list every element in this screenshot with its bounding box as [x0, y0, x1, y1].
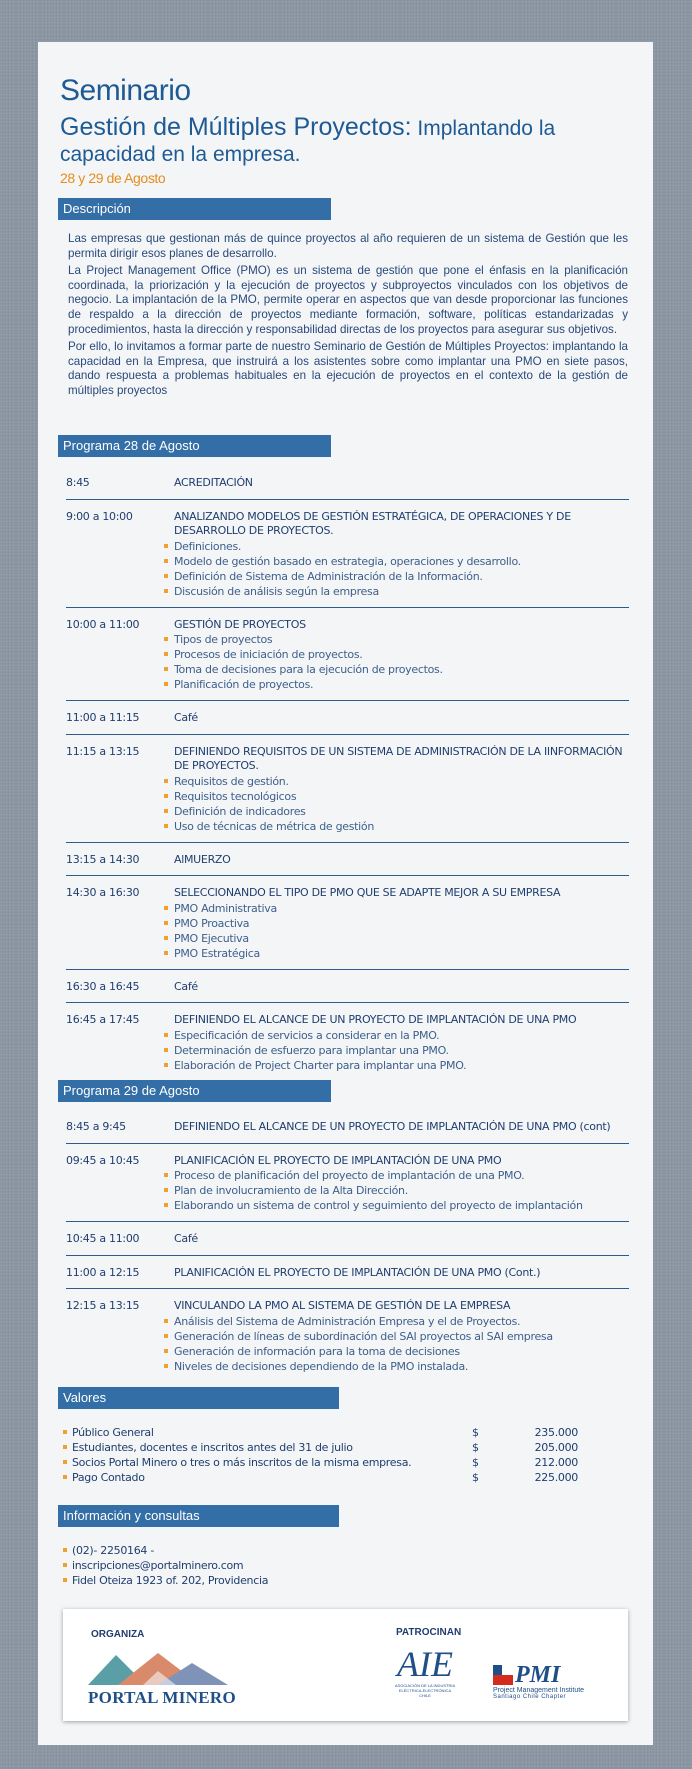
description-heading: Descripción: [58, 198, 331, 220]
session-time: 12:15 a 13:15: [66, 1299, 140, 1312]
schedule-row: [66, 1110, 629, 1144]
price-row: [72, 1455, 592, 1470]
pmi-caption: Project Management Institute: [493, 1687, 585, 1694]
session-title: Café: [174, 1232, 198, 1245]
session-title: DEFINIENDO EL ALCANCE DE UN PROYECTO DE IMPLANTACIÓN DE UNA PMO: [174, 1013, 577, 1026]
session-item: Toma de decisiones para la ejecución de proyectos.: [174, 662, 629, 677]
day1-schedule: [66, 466, 629, 1081]
session-title: VINCULANDO LA PMO AL SISTEMA DE GESTIÓN DE LA EMPRESA: [174, 1299, 511, 1312]
price-label: Socios Portal Minero o tres o más inscritos de la misma empresa.: [72, 1456, 412, 1469]
session-item: Procesos de iniciación de proyectos.: [174, 647, 629, 662]
session-item: Determinación de esfuerzo para implantar una PMO.: [174, 1043, 629, 1058]
schedule-row: [66, 1144, 629, 1223]
session-item: Definición de Sistema de Administración de la Información.: [174, 569, 629, 584]
description-text: [68, 232, 628, 402]
session-time: 16:45 a 17:45: [66, 1013, 140, 1026]
schedule-row: [66, 1256, 629, 1290]
session-title: AlMUERZO: [174, 852, 231, 866]
prices-list: [72, 1425, 592, 1485]
description-paragraph: Las empresas que gestionan más de quince proyectos al año requieren de un sistema de Gestión que les permita dirigir esos planes de desarrollo.: [68, 232, 628, 260]
seminar-page: [38, 42, 653, 1745]
session-item: Elaborando un sistema de control y seguimiento del proyecto de implantación: [174, 1198, 629, 1213]
contact-text: (02)- 2250164 -: [72, 1544, 155, 1557]
session-item: Generación de líneas de subordinación del SAI proyectos al SAI empresa: [174, 1329, 629, 1344]
page-subtitle: [60, 114, 650, 168]
day1-heading: Programa 28 de Agosto: [58, 435, 331, 457]
subtitle-rest: Implantando la capacidad en la empresa.: [60, 117, 556, 166]
sponsors-footer: [63, 1609, 628, 1721]
aie-logo-text: AIE: [397, 1644, 453, 1684]
session-title: Café: [174, 979, 198, 993]
schedule-row: [66, 500, 629, 608]
session-item: PMO Estratégica: [174, 946, 629, 961]
session-item: PMO Proactiva: [174, 916, 629, 931]
event-dates: 28 y 29 de Agosto: [60, 170, 166, 186]
pmi-caption-sub: Santiago Chile Chapter: [493, 1694, 567, 1700]
session-time: 9:00 a 10:00: [66, 509, 133, 523]
price-currency: $: [472, 1441, 479, 1454]
schedule-row: [66, 701, 629, 735]
session-time: 14:30 a 16:30: [66, 886, 140, 899]
session-item: Especificación de servicios a considerar en la PMO.: [174, 1028, 629, 1043]
pmi-logo[interactable]: [493, 1663, 593, 1705]
contact-list: [72, 1543, 472, 1588]
session-item: Modelo de gestión basado en estrategia, operaciones y desarrollo.: [174, 554, 629, 569]
session-time: 09:45 a 10:45: [66, 1153, 140, 1167]
session-title: DEFINIENDO REQUISITOS DE UN SISTEMA DE ADMINISTRACIÓN DE LA IINFORMACIÓN DE PROYECTOS.: [174, 744, 623, 772]
price-currency: $: [472, 1426, 479, 1439]
session-time: 16:30 a 16:45: [66, 979, 140, 993]
session-item: Definición de indicadores: [174, 804, 629, 819]
price-amount: 235.000: [534, 1426, 578, 1439]
session-item: Requisitos tecnológicos: [174, 789, 629, 804]
day2-schedule: [66, 1110, 629, 1382]
session-item: PMO Ejecutiva: [174, 931, 629, 946]
session-item: Definiciones.: [174, 539, 629, 554]
organiza-label: ORGANIZA: [91, 1629, 145, 1640]
schedule-row: [66, 466, 629, 500]
aie-logo[interactable]: [393, 1645, 457, 1707]
mountains-icon: [88, 1649, 238, 1685]
session-time: 11:15 a 13:15: [66, 744, 140, 758]
price-label: Público General: [72, 1426, 154, 1439]
session-item: Proceso de planificación del proyecto de implantación de una PMO.: [174, 1168, 629, 1183]
session-title: DEFINIENDO EL ALCANCE DE UN PROYECTO DE IMPLANTACIÓN DE UNA PMO (cont): [174, 1120, 611, 1133]
chile-flag-icon: [493, 1665, 513, 1685]
price-amount: 212.000: [534, 1456, 578, 1469]
day2-heading: Programa 29 de Agosto: [58, 1080, 331, 1102]
patrocinan-label: PATROCINAN: [396, 1627, 462, 1638]
session-item: Generación de información para la toma de decisiones: [174, 1344, 629, 1359]
price-row: [72, 1470, 592, 1485]
session-title: PLANIFICACIÓN EL PROYECTO DE IMPLANTACIÓN DE UNA PMO: [174, 1153, 502, 1167]
schedule-row: [66, 1222, 629, 1256]
price-label: Pago Contado: [72, 1471, 145, 1484]
session-title: GESTIÓN DE PROYECTOS: [174, 617, 306, 631]
price-currency: $: [472, 1456, 479, 1469]
contact-heading: Información y consultas: [58, 1505, 339, 1527]
page-title: Seminario: [60, 74, 191, 107]
price-amount: 205.000: [534, 1441, 578, 1454]
portal-minero-logo[interactable]: [88, 1649, 238, 1705]
price-label: Estudiantes, docentes e inscritos antes del 31 de julio: [72, 1441, 353, 1454]
schedule-row: [66, 843, 629, 877]
schedule-row: [66, 876, 629, 970]
session-item: Plan de involucramiento de la Alta Dirección.: [174, 1183, 629, 1198]
session-time: 10:00 a 11:00: [66, 617, 140, 631]
session-item: Tipos de proyectos: [174, 632, 629, 647]
pmi-logo-text: PMI: [515, 1662, 561, 1688]
session-time: 10:45 a 11:00: [66, 1232, 140, 1245]
contact-email[interactable]: [72, 1558, 472, 1573]
aie-caption: ASOCIACIÓN DE LA INDUSTRIA ELÉCTRICA-ELECTRÓNICA CHILE: [394, 1683, 456, 1698]
price-row: [72, 1425, 592, 1440]
price-amount: 225.000: [534, 1471, 578, 1484]
session-time: 8:45: [66, 476, 90, 489]
session-time: 13:15 a 14:30: [66, 852, 140, 866]
session-time: 11:00 a 12:15: [66, 1265, 140, 1279]
session-title: Café: [174, 711, 198, 724]
portal-logo-text: PORTAL MINERO: [88, 1688, 236, 1707]
schedule-row: [66, 608, 629, 702]
session-item: Niveles de decisiones dependiendo de la PMO instalada.: [174, 1359, 629, 1374]
schedule-row: [66, 735, 629, 843]
session-time: 8:45 a 9:45: [66, 1120, 126, 1133]
session-item: Discusión de análisis según la empresa: [174, 584, 629, 599]
prices-heading: Valores: [58, 1387, 339, 1409]
contact-text: inscripciones@portalminero.com: [72, 1559, 244, 1572]
schedule-row: [66, 970, 629, 1004]
description-paragraph: La Project Management Office (PMO) es un sistema de gestión que pone el énfasis en la planificación coordinada, la priorización y la ejecución de proyectos y subproyectos vinculados con los objetivos de negocio. La implantación de la PMO, permite operar en aspectos que van desde proporcionar las funciones de respaldo a la dirección de proyectos mediante formación, software, políticas estandarizadas y procedimientos, hasta la dirección y responsabilidad directas de los proyectos para asegurar sus objetivos.: [68, 264, 628, 336]
session-item: Requisitos de gestión.: [174, 774, 629, 789]
session-title: ACREDITACIÓN: [174, 476, 253, 489]
session-item: Análisis del Sistema de Administración Empresa y el de Proyectos.: [174, 1314, 629, 1329]
session-item: Elaboración de Project Charter para implantar una PMO.: [174, 1058, 629, 1073]
session-time: 11:00 a 11:15: [66, 711, 140, 724]
price-row: [72, 1440, 592, 1455]
session-item: Planificación de proyectos.: [174, 677, 629, 692]
session-item: Uso de técnicas de métrica de gestión: [174, 819, 629, 834]
schedule-row: [66, 1289, 629, 1382]
subtitle-main: Gestión de Múltiples Proyectos:: [60, 113, 412, 141]
description-paragraph: Por ello, lo invitamos a formar parte de nuestro Seminario de Gestión de Múltiples Proyectos: implantando la capacidad en la Empresa, que instruirá a los asistentes sobre como implantar una PMO en siete pasos, dando respuesta a problemas habituales en la ejecución de proyectos en el contexto de la gestión de múltiples proyectos: [68, 340, 628, 397]
session-title: ANALIZANDO MODELOS DE GESTIÓN ESTRATÉGICA, DE OPERACIONES Y DE DESARROLLO DE PROYECTOS.: [174, 509, 571, 537]
price-currency: $: [472, 1471, 479, 1484]
session-item: PMO Administrativa: [174, 901, 629, 916]
session-title: PLANIFICACIÓN EL PROYECTO DE IMPLANTACIÓN DE UNA PMO (Cont.): [174, 1265, 541, 1279]
schedule-row: [66, 1003, 629, 1081]
contact-text: Fidel Oteiza 1923 of. 202, Providencia: [72, 1574, 269, 1587]
contact-phone: [72, 1543, 472, 1558]
contact-address: [72, 1573, 472, 1588]
session-title: SELECCIONANDO EL TIPO DE PMO QUE SE ADAPTE MEJOR A SU EMPRESA: [174, 886, 561, 899]
